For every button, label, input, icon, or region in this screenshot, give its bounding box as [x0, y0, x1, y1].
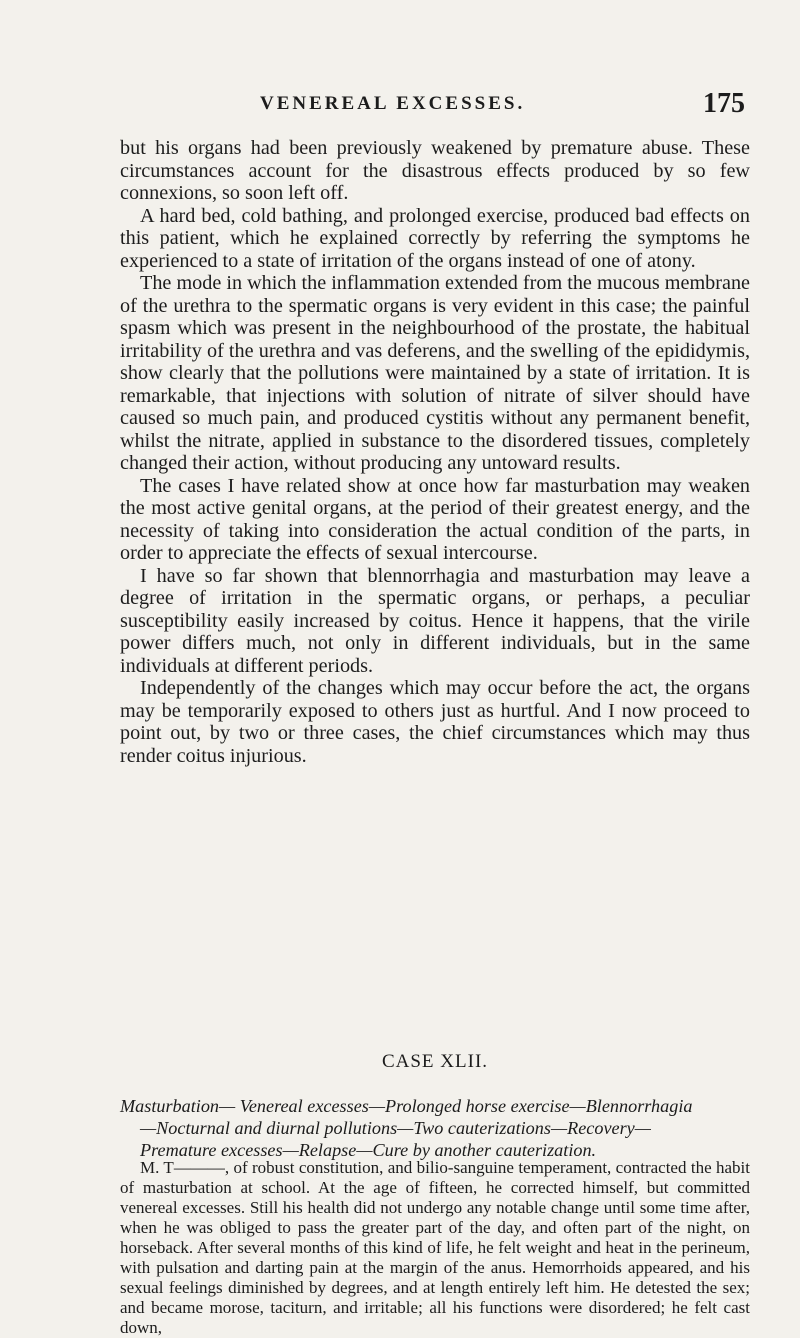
case-summary	[120, 1095, 750, 1161]
case-title: CASE XLII.	[381, 1051, 489, 1072]
case-paragraph: M. T———, of robust constitution, and bilio-sanguine temperament, contracted the habit of masturbation at school. At the age of fifteen, he corrected himself, but committed venereal excesses. Still his health did not undergo any notable change until some time after, when he was obliged to pass the greater part of the day, and often part of the night, on horseback. After several months of this kind of life, he felt weight and heat in the perineum, with pulsation and darting pain at the margin of the anus. Hemorrhoids appeared, and his sexual feelings diminished by degrees, and at length entirely left him. He detested the sex; and became morose, taciturn, and irritable; all his functions were disordered; he felt cast down,	[120, 1158, 750, 1337]
running-head	[130, 88, 745, 128]
case-summary-line-3: Premature excesses—Relapse—Cure by another cauterization.	[140, 1140, 597, 1160]
case-summary-line-2: —Nocturnal and diurnal pollutions—Two cauterizations—Recovery—	[140, 1118, 651, 1138]
paragraph-6: Independently of the changes which may occur before the act, the organs may be temporarily exposed to others just as hurtful. And I now proceed to point out, by two or three cases, the chief circumstances which may thus render coitus injurious.	[120, 677, 750, 767]
paragraph-1: but his organs had been previously weakened by premature abuse. These circumstances account for the disastrous effects produced by so few connexions, so soon left off.	[120, 137, 750, 204]
paragraph-5: I have so far shown that blennorrhagia and masturbation may leave a degree of irritation in the spermatic organs, or perhaps, a peculiar susceptibility easily increased by coitus. Hence it happens, that the virile power differs much, not only in different individuals, but in the same individuals at different periods.	[120, 564, 750, 677]
page-number: 175	[703, 88, 745, 119]
running-title: VENEREAL EXCESSES.	[260, 93, 526, 114]
body-text	[120, 137, 750, 767]
paragraph-2: A hard bed, cold bathing, and prolonged exercise, produced bad effects on this patient, which he explained correctly by referring the symptoms he experienced to a state of irritation of the organs instead of one of atony.	[120, 204, 750, 272]
case-summary-line-1: Masturbation— Venereal excesses—Prolonged horse exercise—Blennorrhagia	[120, 1096, 693, 1116]
case-body	[120, 1158, 750, 1338]
paragraph-3: The mode in which the inflammation extended from the mucous membrane of the urethra to the spermatic organs is very evident in this case; the painful spasm which was present in the neighbourhood of the prostate, the habitual irritability of the urethra and vas deferens, and the swelling of the epididymis, show clearly that the pollutions were maintained by a state of irritation. It is remarkable, that injections with solution of nitrate of silver should have caused so much pain, and produced cystitis without any permanent benefit, whilst the nitrate, applied in substance to the disordered tissues, completely changed their action, without producing any untoward results.	[120, 272, 750, 474]
paragraph-4: The cases I have related show at once how far masturbation may weaken the most active genital organs, at the period of their greatest energy, and the necessity of taking into consideration the actual condition of the parts, in order to appreciate the effects of sexual intercourse.	[120, 474, 750, 564]
